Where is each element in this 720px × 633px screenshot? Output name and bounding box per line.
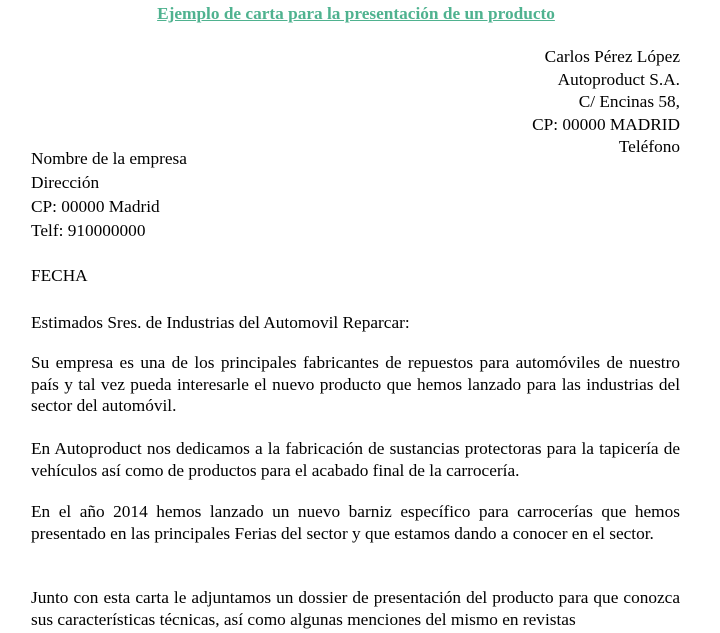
body-paragraph: Junto con esta carta le adjuntamos un dossier de presentación del producto para que conozca sus características técnicas, así como algunas menciones del mismo en revistas — [31, 588, 680, 629]
sender-address-block — [532, 46, 680, 159]
date-label: FECHA — [31, 266, 88, 285]
body-paragraph: En el año 2014 hemos lanzado un nuevo barniz específico para carrocerías que hemos presentado en las principales Ferias del sector y que estamos dando a conocer en el sector. — [31, 502, 680, 543]
recipient-address: Dirección — [31, 173, 100, 192]
recipient-address-block — [31, 147, 187, 243]
recipient-company: Nombre de la empresa — [31, 149, 187, 168]
body-paragraph: En Autoproduct nos dedicamos a la fabricación de sustancias protectoras para la tapicería de vehículos así como de productos para el acabado final de la carrocería. — [31, 439, 680, 480]
document-title: Ejemplo de carta para la presentación de un producto — [157, 4, 555, 23]
recipient-phone: Telf: 910000000 — [31, 221, 146, 240]
recipient-postal-code: CP: 00000 Madrid — [31, 197, 160, 216]
salutation: Estimados Sres. de Industrias del Automovil Reparcar: — [31, 313, 410, 332]
body-paragraph: Su empresa es una de los principales fabricantes de repuestos para automóviles de nuestro país y tal vez pueda interesarle el nuevo producto que hemos lanzado para las industrias del sector del automóvil. — [31, 353, 680, 415]
sender-name: Carlos Pérez López — [544, 47, 680, 66]
sender-postal-code: CP: 00000 MADRID — [532, 114, 680, 134]
sender-company: Autoproduct S.A. — [557, 69, 680, 89]
sender-street: C/ Encinas 58, — [578, 92, 680, 111]
sender-phone: Teléfono — [618, 137, 680, 156]
